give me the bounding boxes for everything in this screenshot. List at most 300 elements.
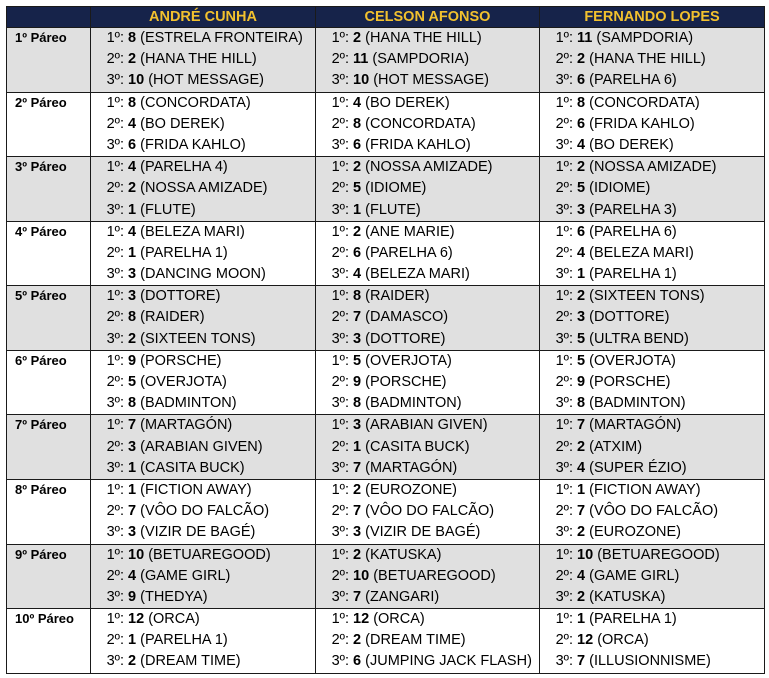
pick-line xyxy=(540,329,764,350)
tip-cell xyxy=(91,479,316,544)
tip-cell xyxy=(316,92,540,157)
horse-name: (MARTAGÓN) xyxy=(140,417,233,434)
horse-name: (PARELHA 1) xyxy=(140,632,228,649)
horse-number: 1 xyxy=(128,632,137,649)
horse-name: (DAMASCO) xyxy=(365,309,449,326)
horse-name: (EUROZONE) xyxy=(365,481,457,498)
pick-position: 2º: xyxy=(106,244,124,261)
pick-line xyxy=(316,157,539,178)
horse-number: 7 xyxy=(577,417,586,434)
horse-name: (MARTAGÓN) xyxy=(365,459,458,476)
horse-name: (FICTION AWAY) xyxy=(140,481,252,498)
horse-name: (DOTTORE) xyxy=(589,309,670,326)
horse-number: 2 xyxy=(353,30,362,46)
pick-line xyxy=(316,178,539,199)
pick-line xyxy=(540,587,764,608)
horse-number: 1 xyxy=(577,481,586,498)
tip-cell xyxy=(540,479,765,544)
pick-line xyxy=(91,372,315,393)
horse-name: (PORSCHE) xyxy=(589,374,671,390)
pick-position: 1º: xyxy=(555,159,573,176)
pick-line xyxy=(316,501,539,522)
pick-position: 2º: xyxy=(331,180,349,197)
horse-number: 2 xyxy=(353,632,362,649)
horse-name: (BELEZA MARI) xyxy=(365,266,470,283)
horse-number: 9 xyxy=(353,374,362,390)
pick-position: 2º: xyxy=(106,115,124,132)
tip-cell xyxy=(540,92,765,157)
horse-name: (IDIOME) xyxy=(365,180,427,197)
horse-name: (ARABIAN GIVEN) xyxy=(140,438,263,455)
horse-name: (HANA THE HILL) xyxy=(140,51,257,68)
horse-name: (CASITA BUCK) xyxy=(140,459,245,476)
pick-line xyxy=(540,135,764,156)
horse-name: (VÔO DO FALCÃO) xyxy=(589,503,719,520)
pick-line xyxy=(540,545,764,566)
horse-name: (BADMINTON) xyxy=(365,395,462,412)
pick-line xyxy=(316,458,539,479)
pick-line xyxy=(540,49,764,70)
horse-number: 7 xyxy=(128,503,137,520)
horse-number: 6 xyxy=(577,223,586,240)
horse-name: (PARELHA 1) xyxy=(589,611,677,628)
tip-cell xyxy=(540,544,765,609)
pick-position: 2º: xyxy=(555,180,573,197)
horse-number: 11 xyxy=(577,30,593,46)
pick-line xyxy=(316,200,539,221)
pick-position: 2º: xyxy=(555,51,573,68)
horse-number: 2 xyxy=(577,288,586,305)
pick-line xyxy=(316,135,539,156)
tip-cell xyxy=(91,92,316,157)
horse-name: (FLUTE) xyxy=(140,201,196,218)
horse-name: (DOTTORE) xyxy=(365,330,446,347)
pick-line xyxy=(316,393,539,414)
pick-position: 1º: xyxy=(555,546,573,563)
pick-line xyxy=(91,545,315,566)
pick-position: 1º: xyxy=(106,546,124,563)
horse-name: (IDIOME) xyxy=(589,180,651,197)
horse-number: 5 xyxy=(577,180,586,197)
horse-number: 6 xyxy=(353,136,362,153)
tip-cell xyxy=(540,415,765,480)
pick-position: 1º: xyxy=(331,352,349,369)
pick-position: 2º: xyxy=(331,309,349,326)
pick-line xyxy=(316,351,539,372)
pick-position: 3º: xyxy=(555,136,573,153)
horse-number: 5 xyxy=(128,374,137,390)
horse-number: 4 xyxy=(577,136,586,153)
race-row xyxy=(7,28,765,93)
pick-position: 1º: xyxy=(106,481,124,498)
pick-line xyxy=(91,243,315,264)
race-label: 3º Páreo xyxy=(7,157,91,222)
horse-name: (CONCORDATA) xyxy=(140,94,251,111)
tip-cell xyxy=(316,286,540,351)
pick-position: 2º: xyxy=(106,180,124,197)
race-row xyxy=(7,92,765,157)
pick-position: 3º: xyxy=(331,266,349,283)
race-label: 9º Páreo xyxy=(7,544,91,609)
pick-line xyxy=(316,480,539,501)
horse-name: (HOT MESSAGE) xyxy=(148,72,264,89)
pick-position: 3º: xyxy=(331,653,349,670)
pick-position: 3º: xyxy=(106,330,124,347)
header-corner xyxy=(7,7,91,28)
horse-number: 2 xyxy=(353,546,362,563)
pick-line xyxy=(540,566,764,587)
horse-number: 1 xyxy=(577,611,586,628)
pick-position: 2º: xyxy=(555,438,573,455)
horse-number: 4 xyxy=(128,223,137,240)
horse-name: (SIXTEEN TONS) xyxy=(140,330,256,347)
pick-line xyxy=(540,28,764,49)
race-label: 5º Páreo xyxy=(7,286,91,351)
horse-number: 4 xyxy=(128,159,137,176)
pick-line xyxy=(91,609,315,630)
pick-position: 3º: xyxy=(555,395,573,412)
pick-position: 1º: xyxy=(555,352,573,369)
pick-position: 2º: xyxy=(555,632,573,649)
horse-name: (RAIDER) xyxy=(140,309,205,326)
horse-number: 3 xyxy=(128,266,137,283)
pick-line xyxy=(91,651,315,672)
horse-number: 2 xyxy=(577,51,586,68)
pick-line xyxy=(91,587,315,608)
race-row xyxy=(7,221,765,286)
table-body xyxy=(7,28,765,674)
horse-number: 7 xyxy=(353,309,362,326)
horse-number: 5 xyxy=(353,180,362,197)
pick-line xyxy=(91,49,315,70)
pick-line xyxy=(540,372,764,393)
pick-line xyxy=(91,157,315,178)
horse-number: 1 xyxy=(353,201,362,218)
pick-position: 1º: xyxy=(555,223,573,240)
pick-line xyxy=(316,545,539,566)
tip-cell xyxy=(316,415,540,480)
pick-line xyxy=(540,114,764,135)
horse-number: 4 xyxy=(353,94,362,111)
pick-position: 3º: xyxy=(331,136,349,153)
horse-number: 2 xyxy=(128,330,137,347)
horse-number: 6 xyxy=(353,653,362,670)
horse-number: 4 xyxy=(577,459,586,476)
horse-number: 2 xyxy=(577,159,586,176)
race-row xyxy=(7,157,765,222)
horse-name: (BO DEREK) xyxy=(365,94,450,111)
horse-name: (JUMPING JACK FLASH) xyxy=(365,653,532,670)
pick-line xyxy=(316,28,539,49)
pick-position: 2º: xyxy=(331,244,349,261)
pick-line xyxy=(91,480,315,501)
race-label: 4º Páreo xyxy=(7,221,91,286)
horse-name: (FRIDA KAHLO) xyxy=(140,136,246,153)
horse-number: 9 xyxy=(128,352,137,369)
horse-number: 9 xyxy=(128,588,137,605)
horse-number: 6 xyxy=(577,115,586,132)
horse-number: 3 xyxy=(353,524,362,541)
horse-name: (PARELHA 3) xyxy=(589,201,677,218)
pick-line xyxy=(540,222,764,243)
horse-name: (PARELHA 4) xyxy=(140,159,228,176)
pick-position: 1º: xyxy=(331,481,349,498)
pick-position: 1º: xyxy=(331,546,349,563)
horse-name: (HANA THE HILL) xyxy=(365,30,482,46)
pick-line xyxy=(91,114,315,135)
horse-name: (PARELHA 1) xyxy=(140,244,228,261)
tip-cell xyxy=(316,479,540,544)
pick-position: 1º: xyxy=(106,94,124,111)
horse-number: 5 xyxy=(577,352,586,369)
pick-line xyxy=(316,372,539,393)
pick-position: 2º: xyxy=(331,374,349,390)
horse-number: 2 xyxy=(353,159,362,176)
horse-number: 12 xyxy=(577,632,594,649)
pick-position: 2º: xyxy=(331,503,349,520)
horse-number: 10 xyxy=(128,72,145,89)
horse-name: (DREAM TIME) xyxy=(365,632,466,649)
horse-name: (PORSCHE) xyxy=(140,352,222,369)
pick-line xyxy=(540,178,764,199)
horse-name: (PARELHA 1) xyxy=(589,266,677,283)
horse-number: 12 xyxy=(353,611,370,628)
pick-position: 2º: xyxy=(555,567,573,584)
pick-position: 1º: xyxy=(331,159,349,176)
horse-number: 2 xyxy=(128,180,137,197)
pick-line xyxy=(91,200,315,221)
horse-name: (BETUAREGOOD) xyxy=(597,546,720,563)
pick-position: 3º: xyxy=(331,588,349,605)
horse-number: 10 xyxy=(353,72,370,89)
pick-position: 1º: xyxy=(331,30,349,46)
pick-position: 1º: xyxy=(555,30,573,46)
pick-position: 2º: xyxy=(331,115,349,132)
pick-line xyxy=(91,286,315,307)
pick-position: 1º: xyxy=(331,611,349,628)
tip-cell xyxy=(540,157,765,222)
horse-name: (RAIDER) xyxy=(365,288,430,305)
pick-position: 2º: xyxy=(331,567,349,584)
horse-name: (CONCORDATA) xyxy=(589,94,700,111)
horse-number: 12 xyxy=(128,611,145,628)
pick-position: 2º: xyxy=(106,632,124,649)
horse-name: (VÔO DO FALCÃO) xyxy=(140,503,270,520)
horse-number: 10 xyxy=(128,546,145,563)
tip-cell xyxy=(316,221,540,286)
pick-position: 1º: xyxy=(555,288,573,305)
horse-name: (PARELHA 6) xyxy=(589,223,677,240)
horse-number: 3 xyxy=(353,330,362,347)
pick-line xyxy=(316,630,539,651)
horse-name: (DANCING MOON) xyxy=(140,266,266,283)
horse-name: (SUPER ÉZIO) xyxy=(589,459,687,476)
tipster-name: FERNANDO LOPES xyxy=(540,7,765,28)
pick-position: 1º: xyxy=(331,288,349,305)
horse-name: (GAME GIRL) xyxy=(589,567,680,584)
race-row xyxy=(7,286,765,351)
horse-name: (PARELHA 6) xyxy=(589,72,677,89)
horse-name: (BELEZA MARI) xyxy=(589,244,694,261)
horse-number: 7 xyxy=(353,588,362,605)
pick-position: 2º: xyxy=(555,244,573,261)
pick-position: 3º: xyxy=(331,524,349,541)
horse-name: (BETUAREGOOD) xyxy=(373,567,496,584)
pick-line xyxy=(540,651,764,672)
pick-line xyxy=(540,609,764,630)
pick-position: 3º: xyxy=(106,524,124,541)
horse-number: 6 xyxy=(577,72,586,89)
pick-line xyxy=(540,157,764,178)
tip-cell xyxy=(91,28,316,93)
horse-number: 8 xyxy=(128,395,137,412)
pick-position: 3º: xyxy=(555,653,573,670)
pick-position: 3º: xyxy=(106,395,124,412)
horse-name: (ANE MARIE) xyxy=(365,223,455,240)
pick-line xyxy=(540,307,764,328)
pick-line xyxy=(316,307,539,328)
horse-number: 5 xyxy=(577,330,586,347)
horse-number: 1 xyxy=(128,201,137,218)
pick-line xyxy=(316,70,539,91)
horse-number: 8 xyxy=(353,115,362,132)
pick-line xyxy=(91,415,315,436)
pick-position: 2º: xyxy=(555,309,573,326)
tipster-name: ANDRÉ CUNHA xyxy=(91,7,316,28)
pick-line xyxy=(316,286,539,307)
horse-number: 7 xyxy=(353,459,362,476)
horse-number: 7 xyxy=(353,503,362,520)
horse-name: (PARELHA 6) xyxy=(365,244,453,261)
horse-name: (BADMINTON) xyxy=(589,395,686,412)
horse-number: 2 xyxy=(577,524,586,541)
pick-position: 3º: xyxy=(106,136,124,153)
race-row xyxy=(7,350,765,415)
pick-line xyxy=(91,329,315,350)
horse-name: (VÔO DO FALCÃO) xyxy=(365,503,495,520)
horse-number: 3 xyxy=(128,524,137,541)
pick-position: 2º: xyxy=(106,374,124,390)
horse-name: (VIZIR DE BAGÉ) xyxy=(140,524,256,541)
pick-line xyxy=(540,93,764,114)
tip-cell xyxy=(540,609,765,674)
horse-number: 4 xyxy=(128,115,137,132)
horse-number: 8 xyxy=(577,94,586,111)
pick-position: 2º: xyxy=(331,632,349,649)
pick-line xyxy=(316,114,539,135)
horse-number: 1 xyxy=(353,438,362,455)
horse-name: (THEDYA) xyxy=(140,588,208,605)
pick-position: 3º: xyxy=(106,459,124,476)
pick-line xyxy=(540,264,764,285)
tip-cell xyxy=(91,221,316,286)
horse-number: 8 xyxy=(353,288,362,305)
horse-name: (MARTAGÓN) xyxy=(589,417,682,434)
horse-name: (VIZIR DE BAGÉ) xyxy=(365,524,481,541)
race-label: 7º Páreo xyxy=(7,415,91,480)
tip-cell xyxy=(540,28,765,93)
pick-position: 1º: xyxy=(106,159,124,176)
pick-position: 3º: xyxy=(331,395,349,412)
pick-line xyxy=(91,566,315,587)
pick-position: 2º: xyxy=(555,503,573,520)
horse-name: (DREAM TIME) xyxy=(140,653,241,670)
horse-name: (BO DEREK) xyxy=(589,136,674,153)
pick-line xyxy=(540,480,764,501)
pick-line xyxy=(316,566,539,587)
pick-position: 1º: xyxy=(331,223,349,240)
pick-line xyxy=(91,178,315,199)
pick-line xyxy=(540,286,764,307)
pick-line xyxy=(316,49,539,70)
race-label: 8º Páreo xyxy=(7,479,91,544)
tip-cell xyxy=(91,350,316,415)
tip-cell xyxy=(316,157,540,222)
horse-name: (FRIDA KAHLO) xyxy=(365,136,471,153)
horse-number: 3 xyxy=(353,417,362,434)
horse-name: (ORCA) xyxy=(597,632,649,649)
pick-line xyxy=(540,415,764,436)
horse-name: (NOSSA AMIZADE) xyxy=(365,159,493,176)
tip-cell xyxy=(91,415,316,480)
pick-position: 2º: xyxy=(106,438,124,455)
horse-name: (BO DEREK) xyxy=(140,115,225,132)
pick-position: 2º: xyxy=(106,503,124,520)
horse-name: (ORCA) xyxy=(148,611,200,628)
pick-position: 1º: xyxy=(331,94,349,111)
horse-number: 7 xyxy=(577,653,586,670)
horse-name: (ATXIM) xyxy=(589,438,643,455)
horse-name: (NOSSA AMIZADE) xyxy=(589,159,717,176)
pick-position: 1º: xyxy=(106,417,124,434)
horse-number: 3 xyxy=(128,288,137,305)
pick-position: 1º: xyxy=(555,481,573,498)
horse-name: (OVERJOTA) xyxy=(365,352,452,369)
pick-line xyxy=(540,393,764,414)
race-label: 2º Páreo xyxy=(7,92,91,157)
horse-number: 1 xyxy=(128,481,137,498)
pick-line xyxy=(316,437,539,458)
horse-name: (ZANGARI) xyxy=(365,588,440,605)
horse-number: 2 xyxy=(353,481,362,498)
tip-cell xyxy=(316,350,540,415)
tip-cell xyxy=(91,157,316,222)
horse-name: (PORSCHE) xyxy=(365,374,447,390)
header-row xyxy=(7,7,765,28)
pick-position: 2º: xyxy=(106,51,124,68)
pick-line xyxy=(316,222,539,243)
race-row xyxy=(7,415,765,480)
horse-number: 8 xyxy=(128,30,137,46)
pick-line xyxy=(91,93,315,114)
pick-position: 2º: xyxy=(106,567,124,584)
race-row xyxy=(7,544,765,609)
pick-line xyxy=(540,458,764,479)
pick-position: 3º: xyxy=(555,72,573,89)
tip-cell xyxy=(316,544,540,609)
pick-line xyxy=(316,609,539,630)
pick-position: 3º: xyxy=(106,588,124,605)
horse-number: 8 xyxy=(128,94,137,111)
pick-position: 2º: xyxy=(555,374,573,390)
pick-line xyxy=(316,93,539,114)
tipster-name: CELSON AFONSO xyxy=(316,7,540,28)
pick-line xyxy=(91,630,315,651)
pick-line xyxy=(91,28,315,49)
pick-line xyxy=(91,70,315,91)
pick-position: 1º: xyxy=(331,417,349,434)
horse-name: (ESTRELA FRONTEIRA) xyxy=(140,30,303,46)
